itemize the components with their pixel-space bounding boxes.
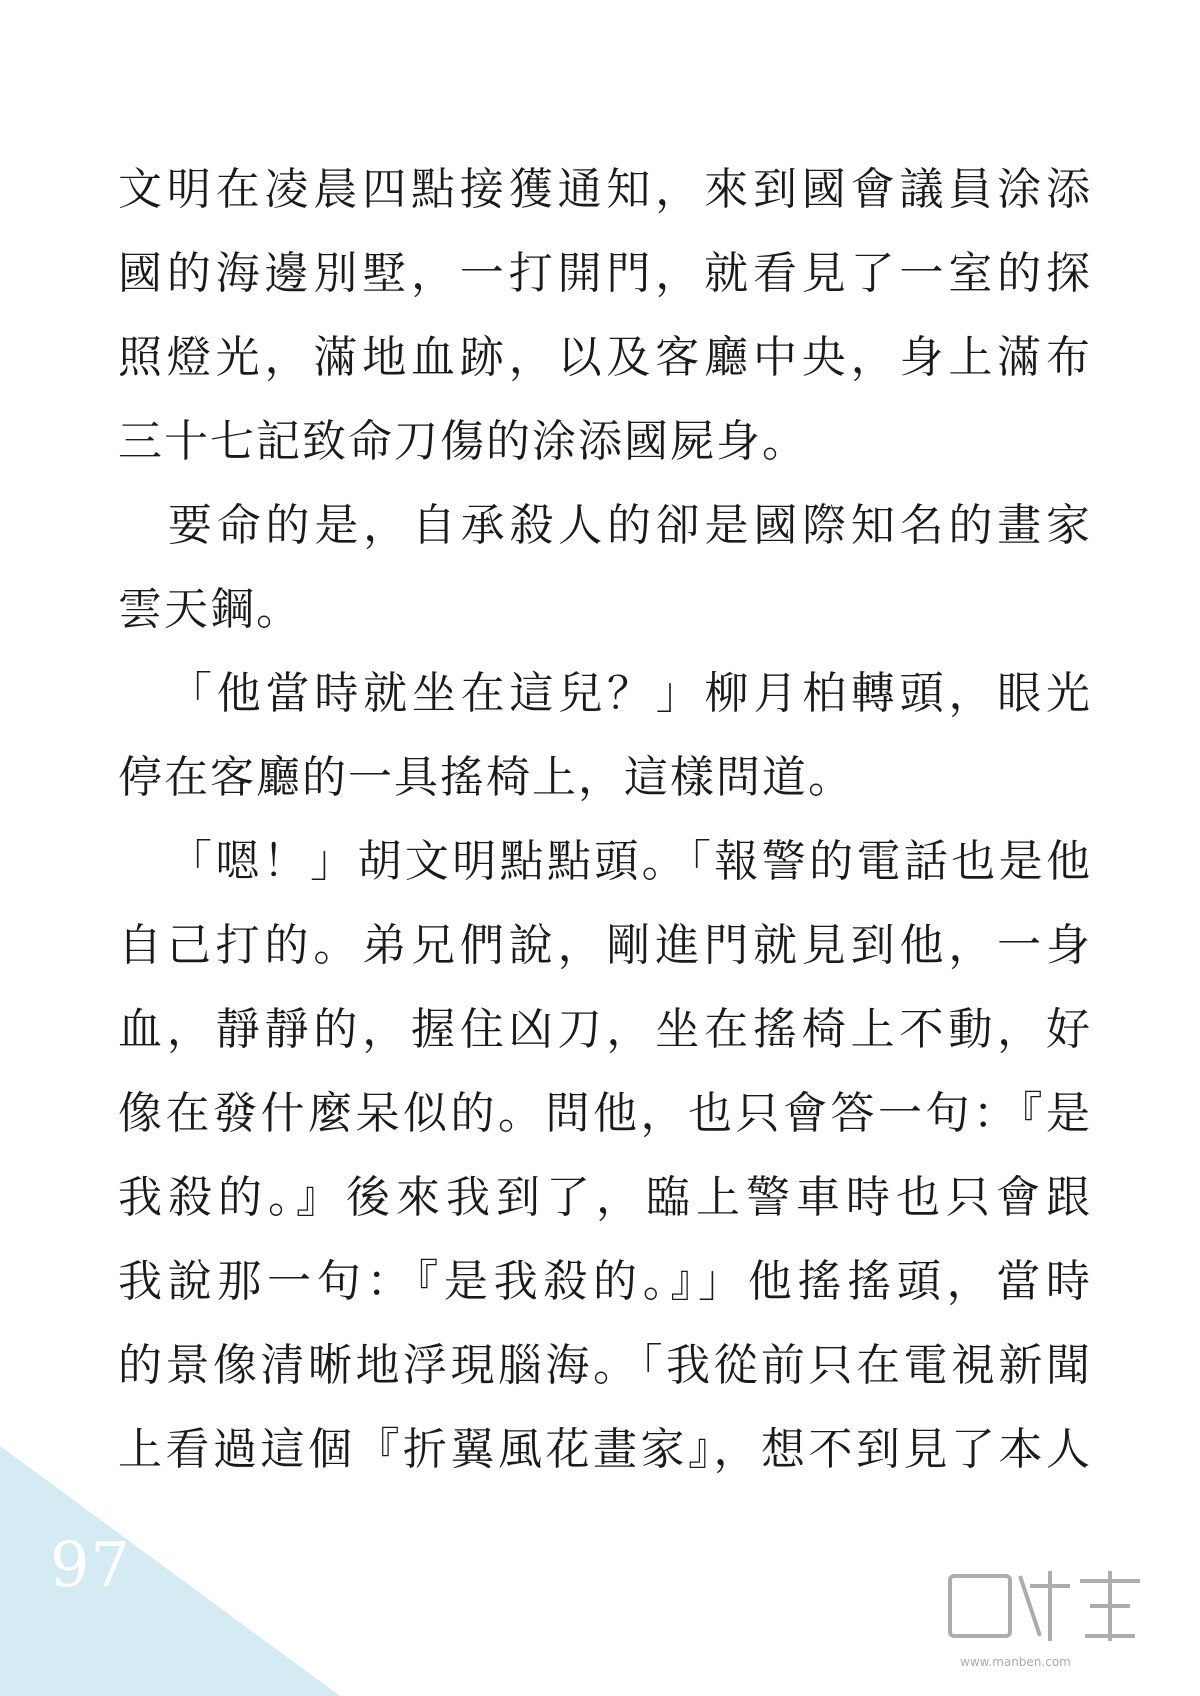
text-line: 三十七記致命刀傷的涂添國屍身。 [118, 416, 808, 467]
text-line: 自己打的。弟兄們說，剛進門就見到他，一身 [118, 920, 1092, 971]
text-line: 我殺的。』後來我到了，臨上警車時也只會跟 [118, 1172, 1092, 1223]
text-line: 「嗯！」胡文明點點頭。「報警的電話也是他 [168, 836, 1092, 887]
text-line: 文明在凌晨四點接獲通知，來到國會議員涂添 [118, 164, 1092, 215]
text-line: 要命的是，自承殺人的卻是國際知名的畫家 [168, 500, 1092, 551]
text-line: 的景像清晰地浮現腦海。「我從前只在電視新聞 [118, 1340, 1092, 1391]
text-line: 雲天鋼。 [118, 584, 302, 635]
page-body [118, 148, 1092, 1492]
watermark-site-text: www.manben.com [960, 1655, 1071, 1669]
text-line: 上看過這個『折翼風花畫家』，想不到見了本人 [118, 1424, 1092, 1475]
page-number: 97 [50, 1528, 131, 1601]
text-line: 國的海邊別墅，一打開門，就看見了一室的探 [118, 248, 1092, 299]
text-line: 照燈光，滿地血跡，以及客廳中央，身上滿布 [118, 332, 1092, 383]
text-line: 血，靜靜的，握住凶刀，坐在搖椅上不動，好 [118, 1004, 1092, 1055]
text-line: 我說那一句：『是我殺的。』」他搖搖頭，當時 [118, 1256, 1092, 1307]
text-line: 「他當時就坐在這兒？」柳月柏轉頭，眼光 [168, 668, 1092, 719]
text-line: 像在發什麼呆似的。問他，也只會答一句：『是 [118, 1088, 1092, 1139]
text-line: 停在客廳的一具搖椅上，這樣問道。 [118, 752, 854, 803]
watermark-logo [930, 1516, 1170, 1676]
